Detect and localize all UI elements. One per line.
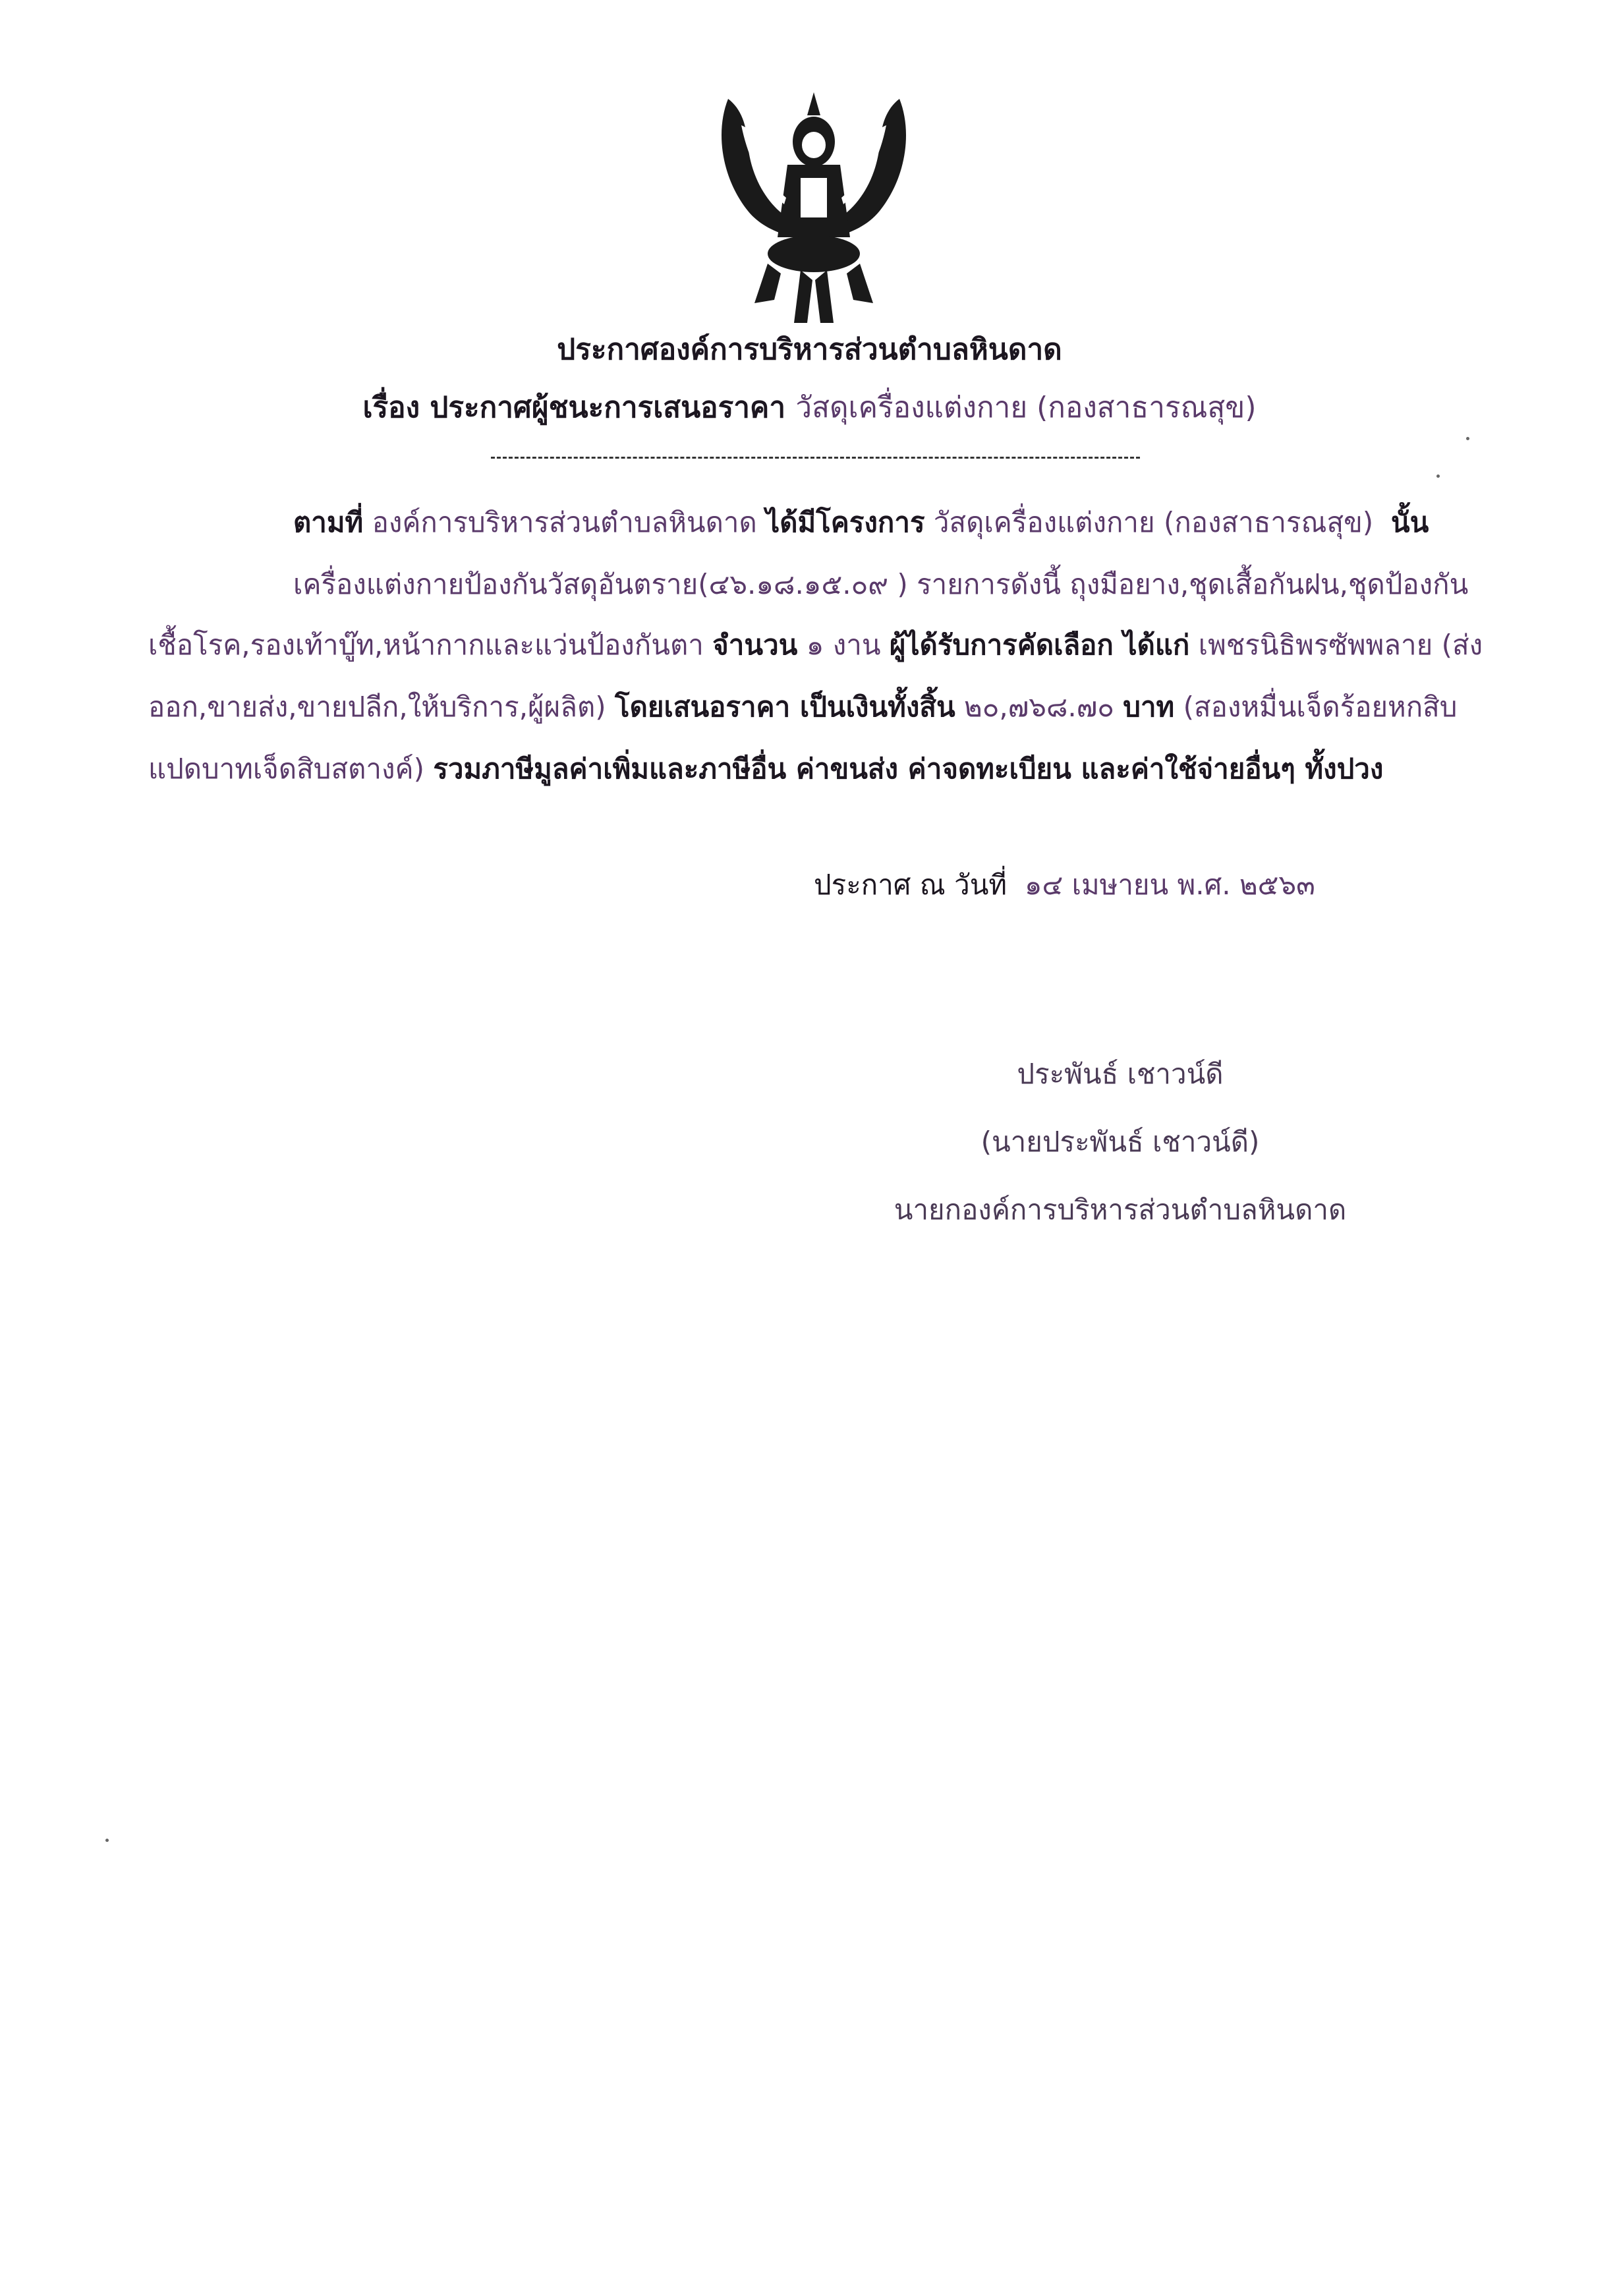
winner-name-a: เพชรนิธิพรซัพพลาย (ส่ง xyxy=(1198,629,1483,661)
offer-amount: ๒๐,๗๖๘.๗๐ xyxy=(964,691,1114,723)
announcement-title: ประกาศองค์การบริหารส่วนตำบลหินดาด xyxy=(557,333,1062,366)
quantity-label: จำนวน xyxy=(712,629,798,661)
date-value: ๑๔ เมษายน พ.ศ. ๒๕๖๓ xyxy=(1024,869,1315,901)
subject-value: วัสดุเครื่องแต่งกาย (กองสาธารณสุข) xyxy=(795,391,1257,424)
paragraph-line-2 xyxy=(293,565,1468,604)
label-according-to: ตามที่ xyxy=(293,506,364,538)
scan-speck xyxy=(1436,474,1440,478)
garuda-emblem-icon xyxy=(702,86,926,330)
dashed-separator xyxy=(491,457,1140,459)
announcement-date xyxy=(814,863,1315,907)
paragraph-line-5 xyxy=(148,749,1383,789)
item-list-1: รายการดังนี้ ถุงมือยาง,ชุดเสื้อกันฝน,ชุดป้องกัน xyxy=(917,568,1469,600)
inclusive-terms: รวมภาษีมูลค่าเพิ่มและภาษีอื่น ค่าขนส่ง ค่าจดทะเบียน และค่าใช้จ่ายอื่นๆ ทั้งปวง xyxy=(433,753,1384,785)
label-has-project: ได้มีโครงการ xyxy=(766,506,925,538)
paragraph-line-1 xyxy=(293,503,1429,542)
item-list-2: เชื้อโรค,รองเท้าบู๊ท,หน้ากากและแว่นป้องกันตา xyxy=(148,629,704,661)
subject-label: เรื่อง ประกาศผู้ชนะการเสนอราคา xyxy=(362,391,786,424)
printed-name: (นายประพันธ์ เชาวน์ดี) xyxy=(980,1126,1260,1158)
label-that: นั้น xyxy=(1390,506,1429,538)
project-name: วัสดุเครื่องแต่งกาย (กองสาธารณสุข) xyxy=(933,506,1374,538)
amount-in-words-b: แปดบาทเจ็ดสิบสตางค์) xyxy=(148,753,424,785)
winner-label: ผู้ได้รับการคัดเลือก ได้แก่ xyxy=(889,629,1190,661)
subject-line xyxy=(0,384,1619,430)
offer-label: โดยเสนอราคา เป็นเงินทั้งสิ้น xyxy=(615,691,955,723)
signed-name: ประพันธ์ เชาวน์ดี xyxy=(1017,1058,1224,1090)
amount-in-words-a: (สองหมื่นเจ็ดร้อยหกสิบ xyxy=(1183,691,1458,723)
quantity-value: ๑ งาน xyxy=(806,629,881,661)
baht-label: บาท xyxy=(1123,691,1175,723)
item-category: เครื่องแต่งกายป้องกันวัสดุอันตราย(๔๖.๑๘.๑๕.๐๙ ) xyxy=(293,568,908,600)
paragraph-line-4 xyxy=(148,687,1457,727)
agency-name: องค์การบริหารส่วนตำบลหินดาด xyxy=(372,506,757,538)
signer-position: นายกองค์การบริหารส่วนตำบลหินดาด xyxy=(894,1193,1347,1226)
winner-name-b: ออก,ขายส่ง,ขายปลีก,ให้บริการ,ผู้ผลิต) xyxy=(148,691,606,723)
scan-speck xyxy=(105,1839,109,1842)
date-label: ประกาศ ณ วันที่ xyxy=(814,869,1008,901)
paragraph-line-3 xyxy=(148,625,1483,665)
scan-speck xyxy=(1466,437,1469,440)
